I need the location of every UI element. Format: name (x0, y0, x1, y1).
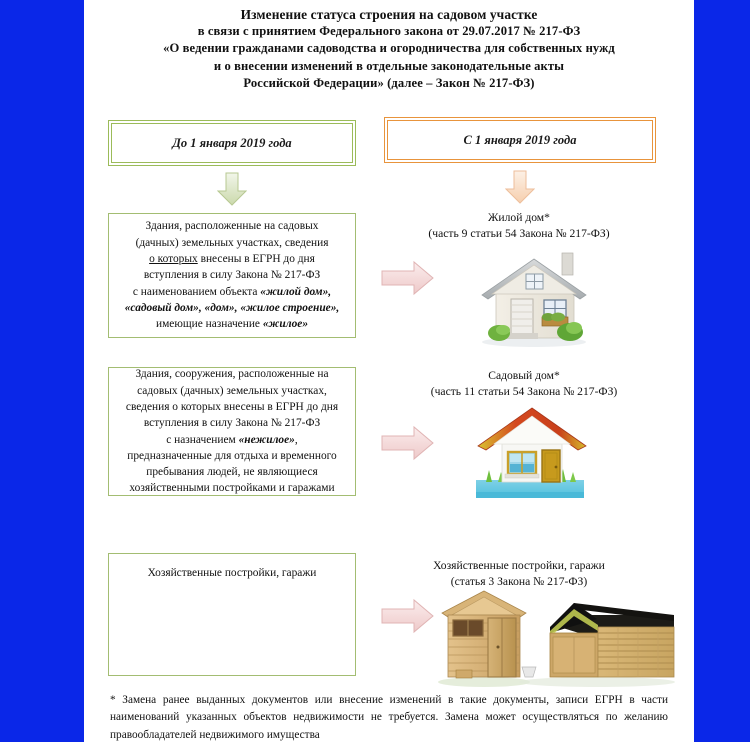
right-label-row-1 (374, 210, 664, 241)
r2-line-1: Здания, сооружения, расположенные на (135, 368, 329, 381)
r1-line-7a: имеющие назначение (155, 318, 263, 331)
r2-line-5a: с назначением (166, 433, 239, 446)
left-box-row-3-text (140, 554, 325, 581)
header-box-from-2019 (384, 117, 656, 163)
header-box-before-2019 (108, 120, 356, 166)
r1-line-4: вступления в силу Закона № 217-ФЗ (143, 269, 321, 282)
r1-right-line-2: (часть 9 статьи 54 Закона № 217-ФЗ) (428, 226, 610, 240)
arrow-right-row-1-icon (381, 260, 435, 296)
r2-line-5c: , (294, 433, 298, 446)
r2-line-4: вступления в силу Закона № 217-ФЗ (143, 417, 321, 430)
illustration-house-red-roof (464, 400, 594, 517)
r2-line-2: садовых (дачных) земельных участках, (137, 384, 327, 397)
title-line-3: «О ведении гражданами садоводства и огородничества для собственных нужд (163, 41, 615, 56)
title-line-4: и о внесении изменений в отдельные законодательные акты (213, 58, 565, 73)
footnote (110, 692, 668, 744)
illustration-house-cream (470, 243, 598, 356)
title-line-2: в связи с принятием Федерального закона от 29.07.2017 № 217-ФЗ (197, 24, 581, 39)
r3-right-line-1: Хозяйственные постройки, гаражи (433, 559, 605, 572)
header-label-before-2019: До 1 января 2019 года (172, 135, 292, 150)
page-title (84, 6, 694, 92)
r2-line-8: хозяйственными постройками и гаражами (129, 482, 335, 495)
r1-line-5a: с наименованием объекта (132, 285, 261, 298)
left-box-row-1 (108, 213, 356, 338)
title-line-1: Изменение статуса строения на садовом участке (240, 7, 538, 22)
r2-right-line-1: Садовый дом* (488, 369, 560, 382)
r1-line-6: «садовый дом», «дом», «жилое строение», (124, 301, 340, 314)
left-box-row-3 (108, 553, 356, 676)
right-label-row-2 (379, 368, 669, 399)
r1-line-3-rest: внесены в ЕГРН до дня (197, 253, 315, 266)
r1-line-3-underlined: о которых (149, 253, 198, 266)
r3-line-1: Хозяйственные постройки, гаражи (147, 567, 317, 579)
document-sheet (84, 0, 694, 750)
arrow-right-row-2-icon (381, 425, 435, 461)
header-label-from-2019: С 1 января 2019 года (463, 132, 577, 147)
left-box-row-2-text (118, 366, 346, 496)
r2-line-6: предназначенные для отдыха и временного (127, 449, 337, 462)
r2-line-3: сведения о которых внесены в ЕГРН до дня (125, 400, 339, 413)
r1-right-line-1: Жилой дом* (488, 211, 550, 224)
r1-line-5b: «жилой дом», (260, 285, 332, 298)
r1-line-2: (дачных) земельных участках, сведения (135, 236, 329, 249)
r2-right-line-2: (часть 11 статьи 54 Закона № 217-ФЗ) (430, 384, 618, 398)
title-line-5: Российской Федерации» (далее – Закон № 217-ФЗ) (243, 75, 535, 90)
r2-line-7: пребывания людей, не являющиеся (146, 466, 318, 479)
blue-margin-right (694, 0, 750, 742)
left-box-row-1-text (117, 218, 348, 332)
arrow-down-left-icon (217, 172, 247, 206)
illustration-shed-and-garage (422, 585, 678, 696)
left-box-row-2 (108, 367, 356, 496)
r3-right-line-2: (статья 3 Закона № 217-ФЗ) (450, 574, 588, 588)
blue-margin-left (0, 0, 84, 742)
r2-line-5b: «нежилое» (238, 433, 295, 446)
arrow-down-right-icon (505, 170, 535, 204)
r1-line-7b: «жилое» (262, 318, 309, 331)
footnote-text: * Замена ранее выданных документов или внесение изменений в такие документы, записи ЕГРН в части наименований указанных объектов недвижимости не требуется. Замена может осуществляться по желанию правообладателей недвижимого имущества (110, 694, 668, 741)
r1-line-1: Здания, расположенные на садовых (145, 220, 319, 233)
